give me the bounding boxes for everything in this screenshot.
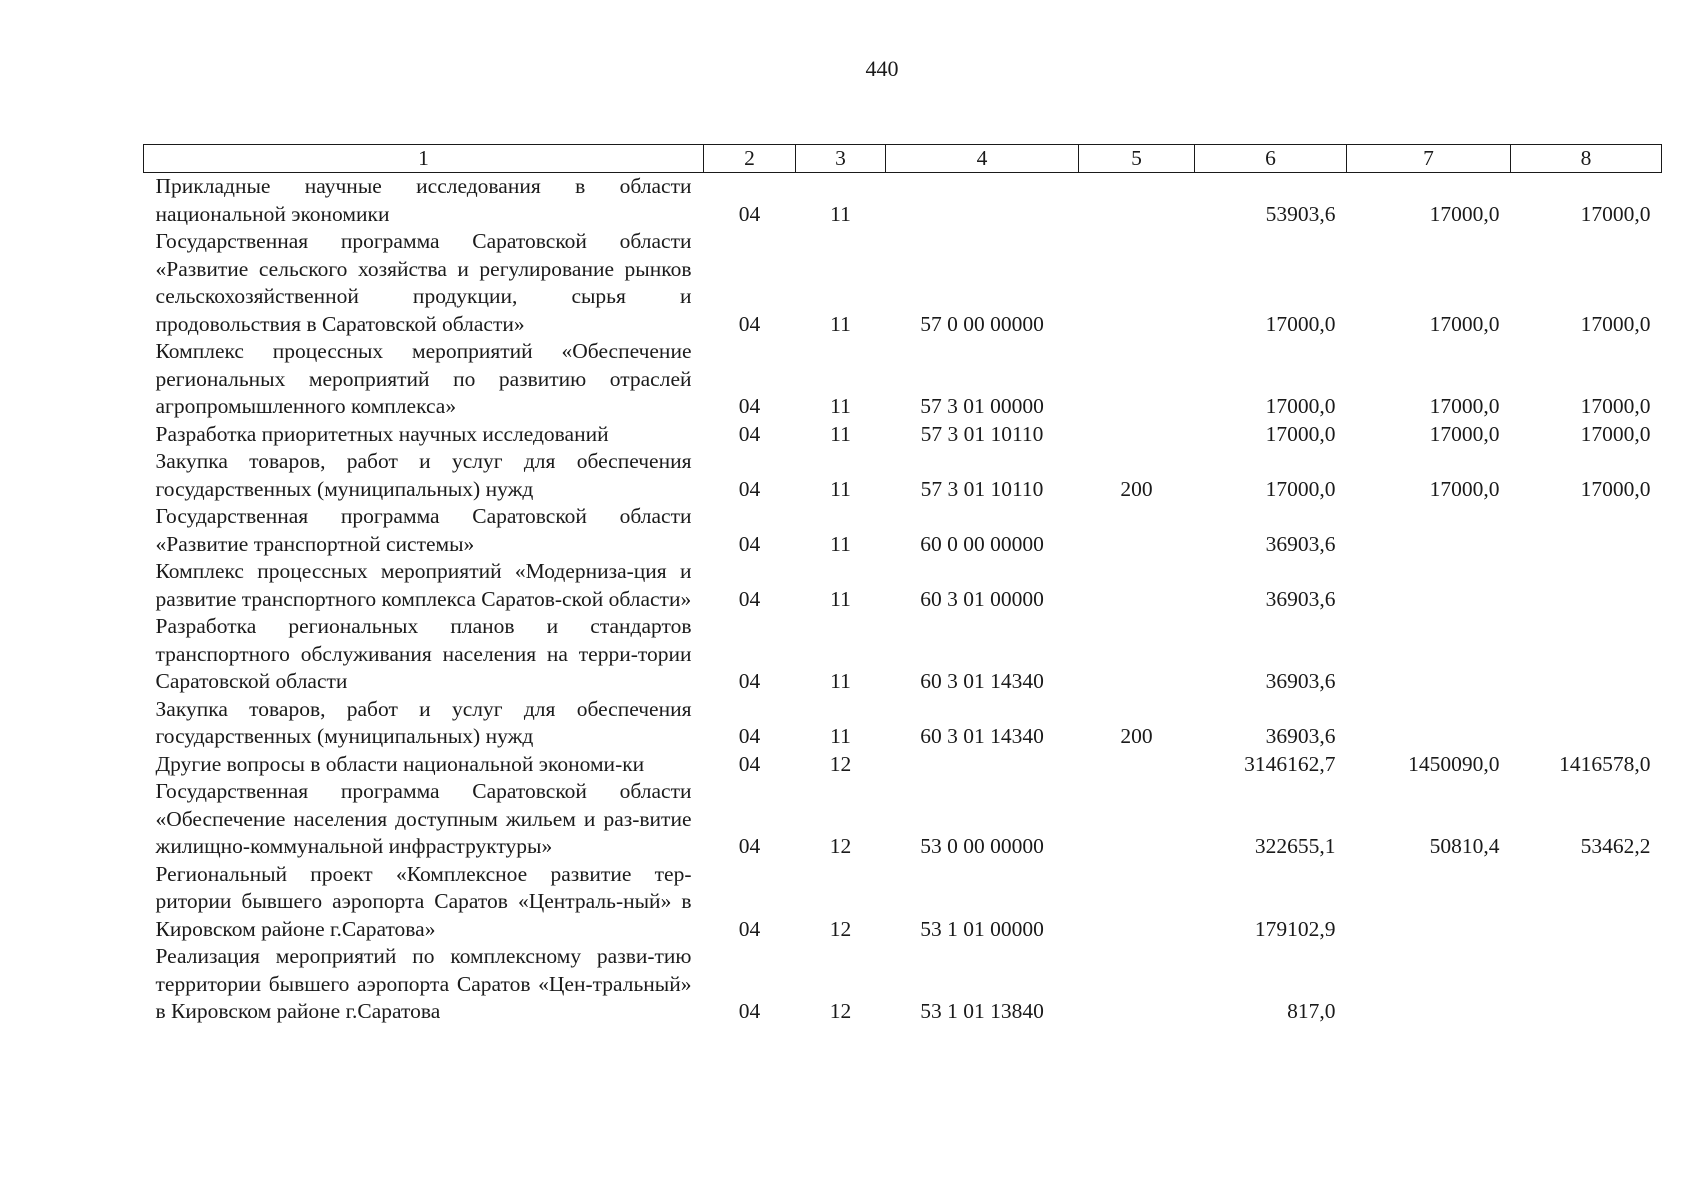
row-target-article: 60 0 00 00000	[920, 531, 1044, 556]
row-amount-col-8	[1511, 696, 1662, 751]
row-subsection-code: 11	[830, 669, 851, 693]
header-col-3: 3	[796, 145, 886, 173]
row-amount-col-7: 17000,0	[1429, 311, 1500, 336]
row-name: Закупка товаров, работ и услуг для обеспечения государственных (муниципальных) нужд	[155, 696, 692, 748]
row-section-code: 04	[738, 751, 761, 776]
row-name: Разработка региональных планов и стандартов транспортного обслуживания населения на терри-тории Саратовской области	[155, 614, 692, 693]
row-name: Комплекс процессных мероприятий «Обеспечение региональных мероприятий по развитию отраслей агропромышленного комплекса»	[155, 339, 692, 418]
row-amount-col-8: 17000,0	[1580, 394, 1651, 418]
row-target-article: 53 1 01 13840	[920, 999, 1044, 1023]
row-amount-col-7	[1347, 943, 1511, 1026]
row-section-code: 04	[738, 476, 761, 501]
table-row	[144, 421, 1662, 449]
row-expense-type	[1079, 943, 1195, 1026]
row-amount-col-7: 17000,0	[1429, 476, 1500, 501]
row-amount-col-8: 17000,0	[1580, 421, 1651, 446]
row-subsection-code: 11	[830, 586, 851, 611]
row-amount-col-8	[1511, 943, 1662, 1026]
row-subsection-code: 11	[830, 531, 851, 556]
row-amount-col-6: 179102,9	[1254, 916, 1336, 941]
row-amount-col-6: 17000,0	[1265, 476, 1336, 501]
row-expense-type	[1079, 861, 1195, 944]
row-target-article: 53 0 00 00000	[920, 834, 1044, 858]
header-col-5: 5	[1079, 145, 1195, 173]
header-col-6: 6	[1195, 145, 1347, 173]
row-section-code: 04	[738, 834, 761, 858]
row-section-code: 04	[738, 586, 761, 611]
table-row	[144, 751, 1662, 779]
row-expense-type	[1079, 421, 1195, 449]
row-section-code: 04	[738, 394, 761, 418]
row-subsection-code: 12	[829, 751, 852, 776]
row-amount-col-7: 1450090,0	[1408, 751, 1500, 776]
row-amount-col-6: 17000,0	[1265, 421, 1336, 446]
row-amount-col-6: 3146162,7	[1244, 751, 1336, 776]
row-amount-col-8	[1511, 613, 1662, 696]
row-amount-col-6: 17000,0	[1265, 311, 1336, 336]
row-name: Государственная программа Саратовской области «Обеспечение населения доступным жильем и раз-витие жилищно-коммунальной инфраструктуры»	[155, 779, 692, 858]
row-name: Разработка приоритетных научных исследований	[155, 421, 609, 446]
row-amount-col-8: 17000,0	[1580, 311, 1651, 336]
row-amount-col-6: 17000,0	[1265, 394, 1336, 418]
table-row	[144, 943, 1662, 1026]
row-section-code: 04	[738, 724, 761, 748]
row-subsection-code: 12	[829, 834, 852, 858]
row-name: Закупка товаров, работ и услуг для обеспечения государственных (муниципальных) нужд	[155, 449, 692, 501]
budget-table	[143, 144, 1662, 1026]
row-amount-col-6: 36903,6	[1265, 531, 1336, 556]
table-row	[144, 696, 1662, 751]
header-col-8: 8	[1511, 145, 1662, 173]
row-section-code: 04	[738, 669, 761, 693]
row-amount-col-7	[1347, 558, 1511, 613]
row-name: Региональный проект «Комплексное развитие тер-ритории бывшего аэропорта Саратов «Централь-ный» в Кировском районе г.Саратова»	[155, 861, 692, 941]
row-target-article	[886, 751, 1079, 779]
row-expense-type: 200	[1120, 724, 1153, 748]
row-section-code: 04	[738, 999, 761, 1023]
header-col-1: 1	[144, 145, 704, 173]
row-target-article: 57 3 01 10110	[920, 476, 1044, 501]
row-subsection-code: 11	[830, 724, 851, 748]
row-amount-col-7	[1347, 503, 1511, 558]
row-target-article: 57 3 01 00000	[920, 394, 1044, 418]
table-row	[144, 173, 1662, 229]
row-section-code: 04	[738, 531, 761, 556]
row-amount-col-6: 36903,6	[1265, 724, 1336, 748]
row-amount-col-8: 17000,0	[1580, 476, 1651, 501]
table-row	[144, 448, 1662, 503]
row-subsection-code: 11	[830, 201, 851, 226]
row-section-code: 04	[738, 421, 761, 446]
table-row	[144, 228, 1662, 338]
table-row	[144, 861, 1662, 944]
row-section-code: 04	[738, 311, 761, 336]
row-expense-type	[1079, 778, 1195, 861]
row-name: Реализация мероприятий по комплексному разви-тию территории бывшего аэропорта Саратов «Цен-тральный» в Кировском районе г.Саратова	[155, 944, 692, 1023]
row-subsection-code: 12	[829, 999, 852, 1023]
row-expense-type	[1079, 503, 1195, 558]
row-target-article: 60 3 01 14340	[920, 724, 1044, 748]
table-body	[144, 173, 1662, 1026]
row-amount-col-7: 17000,0	[1429, 201, 1500, 226]
row-amount-col-7: 17000,0	[1429, 421, 1500, 446]
row-subsection-code: 12	[829, 916, 852, 941]
row-section-code: 04	[738, 916, 761, 941]
table-row	[144, 503, 1662, 558]
header-col-4: 4	[886, 145, 1079, 173]
row-name: Прикладные научные исследования в области национальной экономики	[155, 174, 692, 226]
row-amount-col-6: 53903,6	[1265, 201, 1336, 226]
row-section-code: 04	[738, 201, 761, 226]
row-target-article: 60 3 01 00000	[920, 586, 1044, 611]
row-amount-col-7	[1347, 613, 1511, 696]
row-name: Комплекс процессных мероприятий «Модерниза-ция и развитие транспортного комплекса Саратов-ской области»	[155, 559, 692, 611]
row-amount-col-6: 322655,1	[1254, 834, 1336, 858]
header-col-2: 2	[704, 145, 796, 173]
table-header	[144, 145, 1662, 173]
table-row	[144, 613, 1662, 696]
row-target-article: 57 0 00 00000	[920, 311, 1044, 336]
row-expense-type: 200	[1120, 476, 1153, 501]
row-amount-col-8	[1511, 861, 1662, 944]
row-amount-col-7: 50810,4	[1429, 834, 1500, 858]
header-row	[144, 145, 1662, 173]
table-row	[144, 338, 1662, 421]
row-amount-col-7	[1347, 861, 1511, 944]
page-number: 440	[865, 56, 899, 81]
row-name: Другие вопросы в области национальной экономи-ки	[155, 751, 645, 776]
row-expense-type	[1079, 558, 1195, 613]
row-name: Государственная программа Саратовской области «Развитие транспортной системы»	[155, 504, 692, 556]
row-expense-type	[1079, 751, 1195, 779]
row-subsection-code: 11	[830, 476, 851, 501]
header-col-7: 7	[1347, 145, 1511, 173]
row-amount-col-6: 817,0	[1287, 999, 1336, 1023]
row-amount-col-6: 36903,6	[1265, 586, 1336, 611]
row-amount-col-8: 17000,0	[1580, 201, 1651, 226]
table-row	[144, 558, 1662, 613]
row-expense-type	[1079, 338, 1195, 421]
row-expense-type	[1079, 173, 1195, 229]
row-amount-col-8: 1416578,0	[1559, 751, 1651, 776]
row-amount-col-6: 36903,6	[1265, 669, 1336, 693]
row-amount-col-8: 53462,2	[1580, 834, 1651, 858]
row-target-article	[886, 173, 1079, 229]
row-expense-type	[1079, 228, 1195, 338]
row-target-article: 60 3 01 14340	[920, 669, 1044, 693]
table-row	[144, 778, 1662, 861]
row-expense-type	[1079, 613, 1195, 696]
row-name: Государственная программа Саратовской области «Развитие сельского хозяйства и регулирование рынков сельскохозяйственной продукции, сырья и продовольствия в Саратовской области»	[155, 229, 692, 336]
row-target-article: 53 1 01 00000	[920, 916, 1044, 941]
row-amount-col-7: 17000,0	[1429, 394, 1500, 418]
row-amount-col-8	[1511, 503, 1662, 558]
row-target-article: 57 3 01 10110	[920, 421, 1044, 446]
row-amount-col-7	[1347, 696, 1511, 751]
row-subsection-code: 11	[830, 311, 851, 336]
row-subsection-code: 11	[830, 421, 851, 446]
row-amount-col-8	[1511, 558, 1662, 613]
row-subsection-code: 11	[830, 394, 851, 418]
